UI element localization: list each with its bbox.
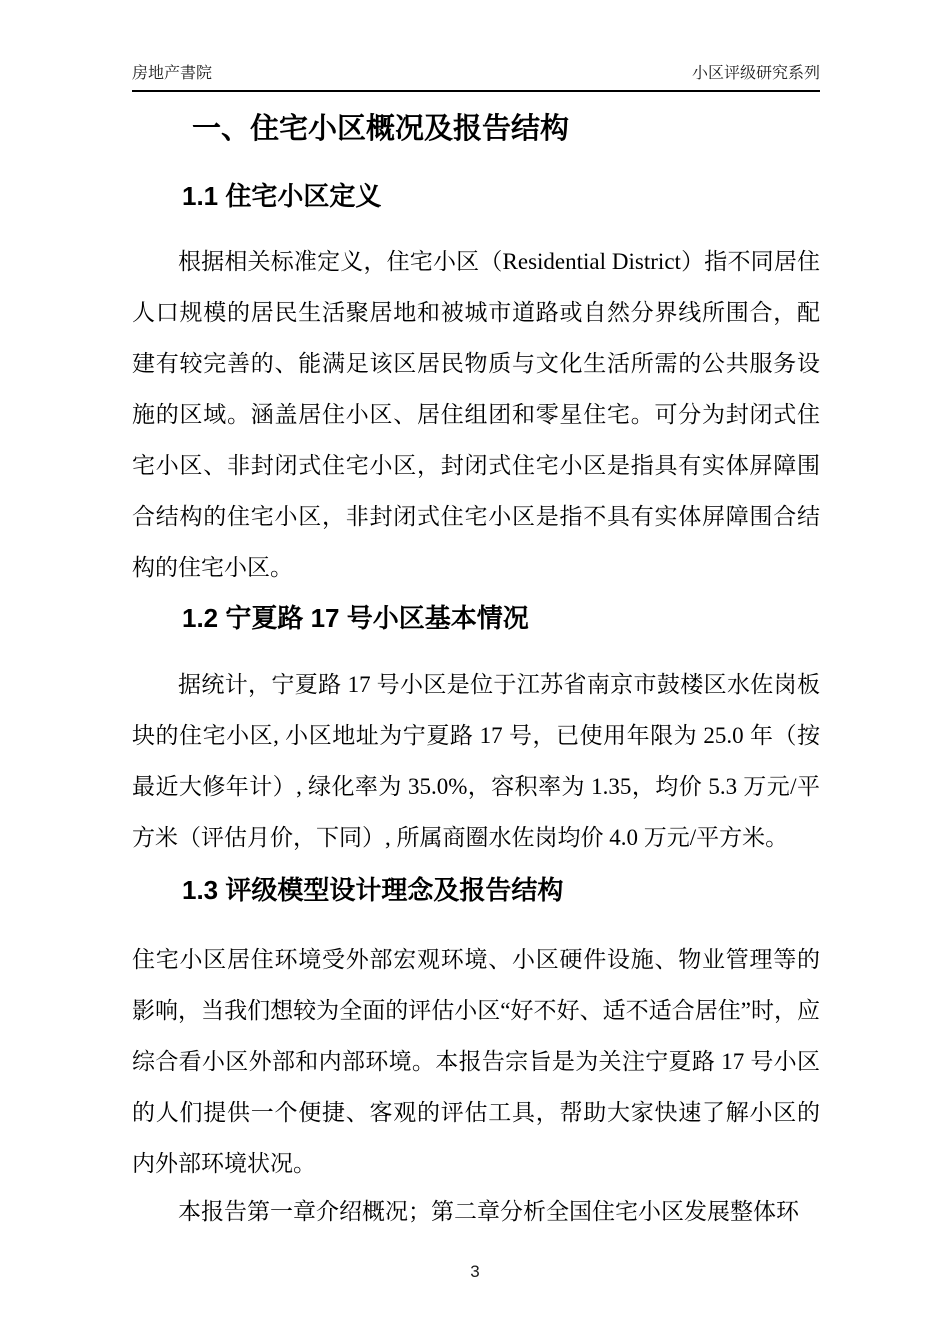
paragraph-district-definition: 根据相关标准定义，住宅小区（Residential District）指不同居住人口规模的居民生活聚居地和被城市道路或自然分界线所围合，配建有较完善的、能满足该区居民物质与文化生活所需的公共服务设施的区域。涵盖居住小区、居住组团和零星住宅。可分为封闭式住宅小区、非封闭式住宅小区，封闭式住宅小区是指具有实体屏障围合结构的住宅小区，非封闭式住宅小区是指不具有实体屏障围合结构的住宅小区。: [132, 249, 820, 580]
paragraph-basic-info: 据统计，宁夏路 17 号小区是位于江苏省南京市鼓楼区水佐岗板块的住宅小区, 小区地址为宁夏路 17 号，已使用年限为 25.0 年（按最近大修年计）, 绿化率为 35.0%，容积率为 1.35，均价 5.3 万元/平方米（评估月价，下同）, 所属商圈水佐岗均价 4.0 万元/平方米。: [132, 672, 820, 850]
header-left-label: 房地产書院: [132, 65, 213, 82]
header-right-label: 小区评级研究系列: [691, 65, 820, 82]
paragraph-report-structure: 本报告第一章介绍概况；第二章分析全国住宅小区发展整体环: [178, 1199, 799, 1224]
chapter-title: 一、住宅小区概况及报告结构: [192, 113, 570, 145]
section-heading-1-1: 1.1 住宅小区定义: [182, 181, 382, 211]
section-heading-1-2: 1.2 宁夏路 17 号小区基本情况: [182, 603, 529, 633]
page-number: 3: [470, 1262, 480, 1281]
page-header: [132, 60, 820, 92]
page-footer: [0, 1262, 950, 1282]
section-heading-1-3: 1.3 评级模型设计理念及报告结构: [182, 875, 564, 905]
paragraph-rating-model-concept: 住宅小区居住环境受外部宏观环境、小区硬件设施、物业管理等的影响，当我们想较为全面的评估小区“好不好、适不适合居住”时，应综合看小区外部和内部环境。本报告宗旨是为关注宁夏路 17 号小区的人们提供一个便捷、客观的评估工具，帮助大家快速了解小区的内外部环境状况。: [132, 947, 820, 1176]
